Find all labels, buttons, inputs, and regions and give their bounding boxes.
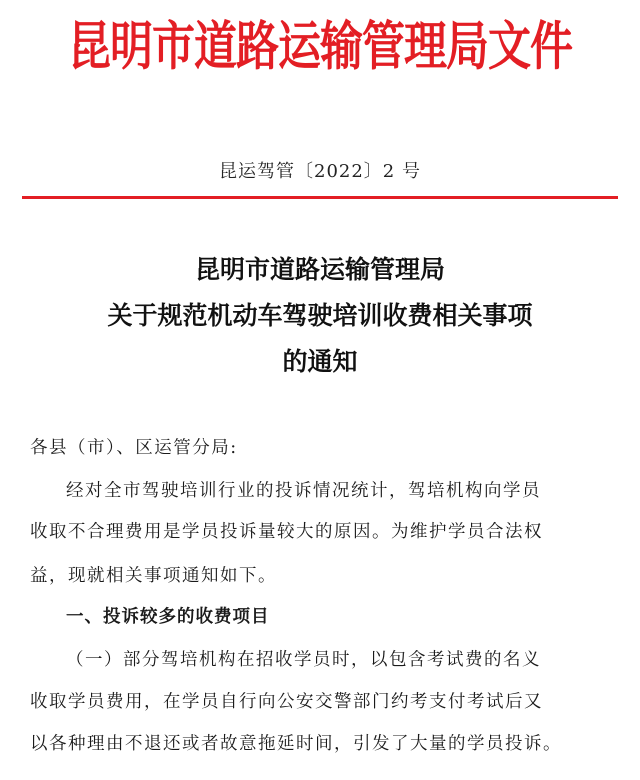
salutation: 各县（市）、区运管分局: [30,438,238,458]
issuer-banner: 昆明市道路运输管理局文件 [68,16,572,78]
section-1-heading: 一、投诉较多的收费项目 [66,607,270,627]
item-1-line-3: 以各种理由不退还或者故意拖延时间，引发了大量的学员投诉。 [30,734,562,754]
item-1-line-2: 收取学员费用，在学员自行向公安交警部门约考支付考试后又 [30,692,543,712]
title-line-3: 的通知 [282,347,358,376]
paragraph-1-line-1: 经对全市驾驶培训行业的投诉情况统计，驾培机构向学员 [66,481,541,501]
item-1-line-1: （一）部分驾培机构在招收学员时，以包含考试费的名义 [66,650,541,670]
red-divider-line [22,196,618,199]
document-number: 昆运驾管〔2022〕2 号 [219,161,421,182]
paragraph-1-line-2: 收取不合理费用是学员投诉量较大的原因。为维护学员合法权 [30,522,543,542]
title-line-2: 关于规范机动车驾驶培训收费相关事项 [107,301,533,330]
paragraph-1-line-3: 益，现就相关事项通知如下。 [30,566,277,586]
title-line-1: 昆明市道路运输管理局 [194,255,445,284]
